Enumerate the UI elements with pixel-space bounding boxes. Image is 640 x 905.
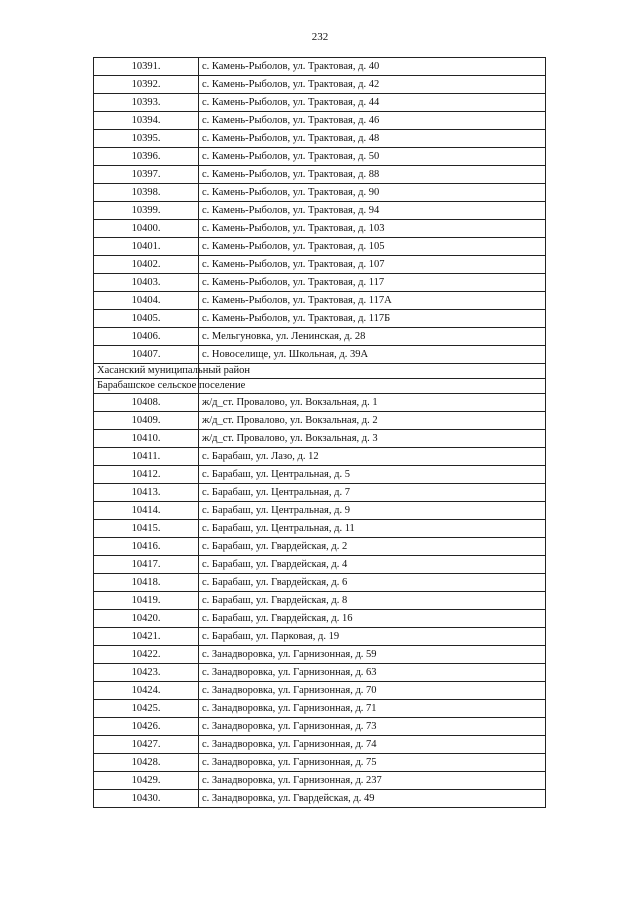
row-address: с. Камень-Рыболов, ул. Трактовая, д. 117	[199, 274, 546, 292]
row-number: 10408.	[94, 394, 199, 412]
row-address: с. Камень-Рыболов, ул. Трактовая, д. 50	[199, 148, 546, 166]
row-address: с. Барабаш, ул. Лазо, д. 12	[199, 448, 546, 466]
row-number: 10426.	[94, 718, 199, 736]
row-address: с. Камень-Рыболов, ул. Трактовая, д. 94	[199, 202, 546, 220]
row-address: с. Камень-Рыболов, ул. Трактовая, д. 117А	[199, 292, 546, 310]
row-address: с. Занадворовка, ул. Гвардейская, д. 49	[199, 790, 546, 808]
row-number: 10421.	[94, 628, 199, 646]
row-number: 10395.	[94, 130, 199, 148]
row-address: с. Камень-Рыболов, ул. Трактовая, д. 90	[199, 184, 546, 202]
row-number: 10429.	[94, 772, 199, 790]
row-number: 10423.	[94, 664, 199, 682]
row-number: 10399.	[94, 202, 199, 220]
row-address: с. Барабаш, ул. Парковая, д. 19	[199, 628, 546, 646]
row-address: с. Занадворовка, ул. Гарнизонная, д. 73	[199, 718, 546, 736]
row-address: с. Камень-Рыболов, ул. Трактовая, д. 103	[199, 220, 546, 238]
row-address: с. Занадворовка, ул. Гарнизонная, д. 59	[199, 646, 546, 664]
table-row	[94, 148, 546, 166]
table-row	[94, 628, 546, 646]
row-number: 10413.	[94, 484, 199, 502]
row-address: с. Занадворовка, ул. Гарнизонная, д. 70	[199, 682, 546, 700]
section-empty-cell	[199, 379, 546, 394]
table-row	[94, 184, 546, 202]
row-number: 10422.	[94, 646, 199, 664]
table-row	[94, 682, 546, 700]
table-row	[94, 592, 546, 610]
row-number: 10397.	[94, 166, 199, 184]
row-number: 10392.	[94, 76, 199, 94]
row-number: 10425.	[94, 700, 199, 718]
table-row	[94, 394, 546, 412]
table-row	[94, 412, 546, 430]
row-address: с. Барабаш, ул. Гвардейская, д. 16	[199, 610, 546, 628]
row-address: с. Занадворовка, ул. Гарнизонная, д. 237	[199, 772, 546, 790]
row-number: 10400.	[94, 220, 199, 238]
row-address: с. Барабаш, ул. Гвардейская, д. 8	[199, 592, 546, 610]
row-address: с. Новоселище, ул. Школьная, д. 39А	[199, 346, 546, 364]
row-number: 10419.	[94, 592, 199, 610]
row-number: 10402.	[94, 256, 199, 274]
row-address: с. Барабаш, ул. Центральная, д. 5	[199, 466, 546, 484]
row-number: 10406.	[94, 328, 199, 346]
table-row	[94, 466, 546, 484]
table-row	[94, 538, 546, 556]
row-number: 10414.	[94, 502, 199, 520]
page-number: 232	[311, 31, 329, 43]
row-number: 10401.	[94, 238, 199, 256]
row-address: с. Барабаш, ул. Центральная, д. 11	[199, 520, 546, 538]
row-address: с. Занадворовка, ул. Гарнизонная, д. 74	[199, 736, 546, 754]
row-number: 10403.	[94, 274, 199, 292]
row-address: с. Барабаш, ул. Гвардейская, д. 6	[199, 574, 546, 592]
row-number: 10404.	[94, 292, 199, 310]
table-row	[94, 790, 546, 808]
row-number: 10391.	[94, 58, 199, 76]
row-number: 10409.	[94, 412, 199, 430]
table-row	[94, 274, 546, 292]
row-number: 10411.	[94, 448, 199, 466]
row-address: с. Камень-Рыболов, ул. Трактовая, д. 117Б	[199, 310, 546, 328]
row-address: с. Занадворовка, ул. Гарнизонная, д. 63	[199, 664, 546, 682]
row-number: 10427.	[94, 736, 199, 754]
table-row	[94, 754, 546, 772]
row-number: 10416.	[94, 538, 199, 556]
row-number: 10405.	[94, 310, 199, 328]
table-row	[94, 736, 546, 754]
row-address: с. Барабаш, ул. Центральная, д. 7	[199, 484, 546, 502]
table-row	[94, 346, 546, 364]
row-address: с. Камень-Рыболов, ул. Трактовая, д. 44	[199, 94, 546, 112]
table-row	[94, 610, 546, 628]
row-address: с. Камень-Рыболов, ул. Трактовая, д. 48	[199, 130, 546, 148]
row-address: с. Камень-Рыболов, ул. Трактовая, д. 88	[199, 166, 546, 184]
row-address: с. Занадворовка, ул. Гарнизонная, д. 71	[199, 700, 546, 718]
row-number: 10424.	[94, 682, 199, 700]
table-row	[94, 484, 546, 502]
row-number: 10393.	[94, 94, 199, 112]
table-row	[94, 58, 546, 76]
table-row	[94, 772, 546, 790]
row-address: с. Камень-Рыболов, ул. Трактовая, д. 105	[199, 238, 546, 256]
table-row	[94, 448, 546, 466]
section-label: Хасанский муниципальный район	[94, 364, 199, 379]
row-number: 10418.	[94, 574, 199, 592]
row-number: 10394.	[94, 112, 199, 130]
row-number: 10410.	[94, 430, 199, 448]
table-row	[94, 520, 546, 538]
table-row	[94, 328, 546, 346]
row-address: с. Мельгуновка, ул. Ленинская, д. 28	[199, 328, 546, 346]
row-number: 10396.	[94, 148, 199, 166]
table-row	[94, 292, 546, 310]
row-number: 10428.	[94, 754, 199, 772]
section-row	[94, 364, 546, 379]
table-row	[94, 256, 546, 274]
table-row	[94, 202, 546, 220]
table-row	[94, 76, 546, 94]
section-row	[94, 379, 546, 394]
row-number: 10415.	[94, 520, 199, 538]
address-table-body	[94, 58, 546, 808]
row-address: с. Занадворовка, ул. Гарнизонная, д. 75	[199, 754, 546, 772]
row-number: 10398.	[94, 184, 199, 202]
table-row	[94, 556, 546, 574]
row-number: 10420.	[94, 610, 199, 628]
row-address: с. Барабаш, ул. Центральная, д. 9	[199, 502, 546, 520]
table-row	[94, 502, 546, 520]
row-number: 10412.	[94, 466, 199, 484]
row-number: 10417.	[94, 556, 199, 574]
row-address: ж/д_ст. Провалово, ул. Вокзальная, д. 2	[199, 412, 546, 430]
table-row	[94, 718, 546, 736]
table-row	[94, 310, 546, 328]
row-address: с. Камень-Рыболов, ул. Трактовая, д. 40	[199, 58, 546, 76]
table-row	[94, 646, 546, 664]
row-number: 10430.	[94, 790, 199, 808]
row-number: 10407.	[94, 346, 199, 364]
row-address: с. Камень-Рыболов, ул. Трактовая, д. 42	[199, 76, 546, 94]
section-label: Барабашское сельское поселение	[94, 379, 199, 394]
table-row	[94, 112, 546, 130]
row-address: с. Барабаш, ул. Гвардейская, д. 4	[199, 556, 546, 574]
table-row	[94, 238, 546, 256]
row-address: с. Камень-Рыболов, ул. Трактовая, д. 107	[199, 256, 546, 274]
table-row	[94, 130, 546, 148]
table-row	[94, 166, 546, 184]
table-row	[94, 700, 546, 718]
table-row	[94, 94, 546, 112]
table-row	[94, 430, 546, 448]
section-empty-cell	[199, 364, 546, 379]
table-row	[94, 220, 546, 238]
row-address: ж/д_ст. Провалово, ул. Вокзальная, д. 1	[199, 394, 546, 412]
address-table	[93, 57, 546, 808]
table-row	[94, 574, 546, 592]
table-row	[94, 664, 546, 682]
row-address: ж/д_ст. Провалово, ул. Вокзальная, д. 3	[199, 430, 546, 448]
row-address: с. Барабаш, ул. Гвардейская, д. 2	[199, 538, 546, 556]
row-address: с. Камень-Рыболов, ул. Трактовая, д. 46	[199, 112, 546, 130]
